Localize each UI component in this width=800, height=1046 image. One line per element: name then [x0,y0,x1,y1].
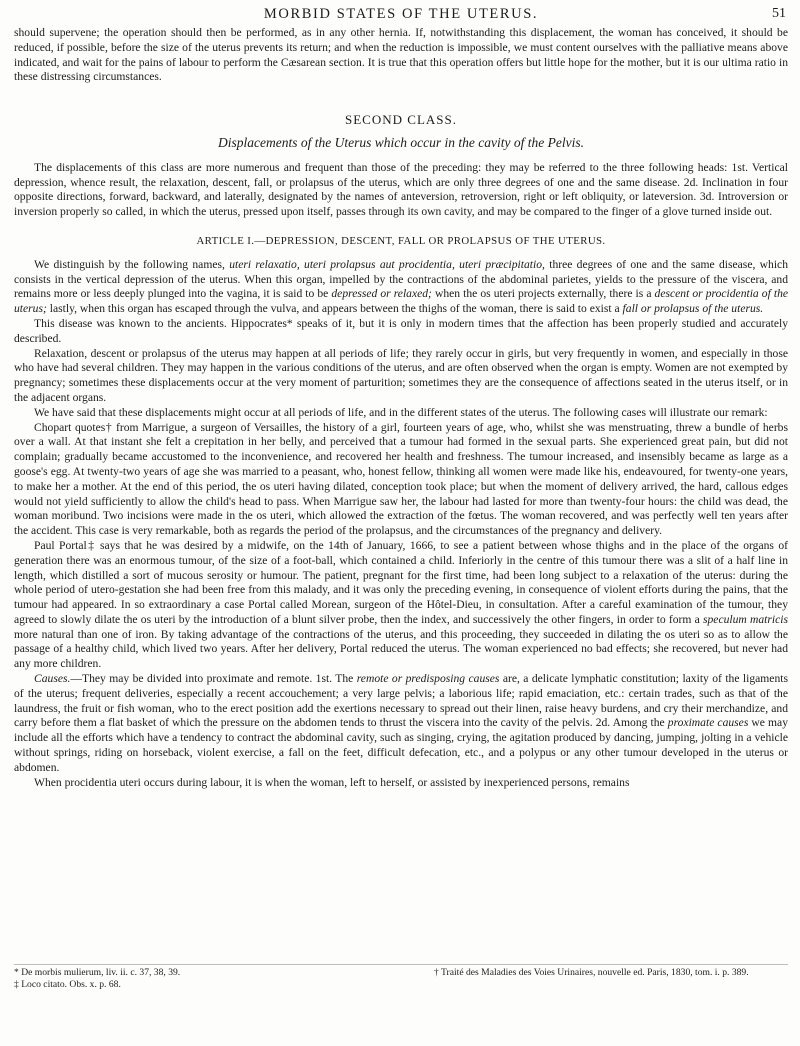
page-number: 51 [772,6,786,21]
footnote: ‡ Loco citato. Obs. x. p. 68. [14,979,121,990]
text-run: more natural than one of iron. By taking advantage of the contractions of the uterus, and this proceeding, they succeeded in dilating the os uteri so as to allow the passage of a healthy child, which lived two years. After her delivery, Portal reduced the uterus. The woman experienced no bad effects; she recovered, but never had any more children. [14,627,788,671]
running-header [14,6,788,28]
italic-term: uteri relaxatio, uteri prolapsus aut procidentia, uteri præcipitatio, [229,257,545,271]
page-body [14,26,788,790]
text-run: when the os uteri projects externally, there is a [431,287,655,301]
text-run: We distinguish by the following names, [34,257,230,271]
italic-heading: Causes. [34,672,71,686]
footnote-row [14,979,788,991]
paragraph: The displacements of this class are more numerous and frequent than those of the preceding: they may be referred to the three following heads: 1st. Vertical depression, whence result, the relaxation, descent, fall, or prolapsus of the uterus, which are only three degrees of one and the same disease. 2d. Inclination in four opposite directions, forward, backward, and laterally, designated by the names of anteversion, retroversion, right or left obliquity, or lateversion. 3d. Introversion or inversion properly so called, in which the uterus, pressed upon itself, passes through its own cavity, and may be compared to the finger of a glove turned inside out. [14,160,788,219]
paragraph: This disease was known to the ancients. Hippocrates* speaks of it, but it is only in modern times that the affection has been properly studied and accurately described. [14,316,788,345]
paragraph: We have said that these displacements might occur at all periods of life, and in the different states of the uterus. The following cases will illustrate our remark: [34,405,768,419]
paragraph: Relaxation, descent or prolapsus of the uterus may happen at all periods of life; they rarely occur in girls, but very frequently in women, and especially in those who have had several children. They may happen in the various conditions of the uterus, and are often observed when the organ is empty. Women are not exempted by pregnancy; sometimes these displacements occur at the very moment of parturition; sometimes they are the consequence of affections seated in the uterus itself, or in the adjacent organs. [14,346,788,404]
text-run: Paul Portal‡ says that he was desired by a midwife, on the 14th of January, 1666, to see a patient between whose thighs and in the place of the organs of generation there was an enormous tumour, of the size of a foot-ball, which contained a child. Inferiorly in the centre of this tumour there was a slit of a half line in length, which distilled a sort of mucous serosity or humour. The patient, pregnant for the first time, had been long subject to a relaxation of the uterus: during the whole period of utero-gestation she had been free from this malady, and it was only the preceding evening, in consequence of violent efforts during the pains, that the tumour had appeared. In so extraordinary a case Portal called Morean, surgeon of the Hôtel-Dieu, in consultation. After a careful examination of the tumour, they agreed to slowly dilate the os uteri by the introduction of a blunt silver probe, then the index, and successively the other fingers, in order to form a [14,538,788,626]
text-run: lastly, when this organ has escaped through the vulva, and appears between the thighs of the woman, there is said to exist a [46,302,623,316]
paragraph [14,672,788,776]
paragraph [14,258,788,317]
italic-term: fall or prolapsus of the uterus. [622,302,764,316]
text-run: are, a delicate lymphatic constitution; laxity of the ligaments of the uterus; frequent deliveries, especially a recent accouchement; a very large pelvis; a laborious life; rapid emaciation, etc.: certain trades, such as that of the laundress, the fruit or fish woman, who to the erect position add the exertions necessary to spread out their linen, raise heavy burdens, and cry their merchandize, and carry before them a flat basket of which the pressure on the abdomen tends to thrust the viscera into the cavity of the pelvis. 2d. Among the [14,672,788,730]
footnotes [14,964,788,991]
section-subtitle: Displacements of the Uterus which occur in the cavity of the Pelvis. [218,134,584,150]
paragraph: should supervene; the operation should then be performed, as in any other hernia. If, notwithstanding this displacement, the woman has conceived, it should be reduced, if possible, before the size of the uterus prevents its return; and when the reduction is impossible, we must content ourselves with the palliative means above indicated, and wait for the pains of labour to perform the Cæsarean section. It is true that this operation offers but little hope for the mother, but it is our ultima ratio in these distressing circumstances. [14,26,788,84]
paragraph: When procidentia uteri occurs during labour, it is when the woman, left to herself, or assisted by inexperienced persons, remains [34,775,630,789]
text-run: three degrees of one and the same disease, which consists in the vertical depression of the uterus. When this organ, impelled by the contractions of the abdominal parietes, yields to the pressure of the viscera, and remains more or less deeply plunged into the vagina, it is said to be [14,257,788,301]
paragraph [14,539,788,672]
italic-term: remote or predisposing causes [356,672,500,686]
running-title: MORBID STATES OF THE UTERUS. [263,6,539,22]
footnote: † Traité des Maladies des Voies Urinaires, nouvelle ed. Paris, 1830, tom. i. p. 389. [434,967,749,978]
italic-term: descent or procidentia of the uterus; [14,287,789,316]
italic-term: depressed or relaxed; [331,287,432,301]
italic-term: proximate causes [667,716,749,730]
footnote-row [14,967,788,979]
italic-term: speculum matricis [702,612,788,626]
text-run: we may include all the efforts which have a tendency to contract the abdominal cavity, such as singing, crying, the agitation produced by dancing, jumping, jolting in a vehicle without springs, riding on horseback, violent exercise, a fall on the feet, difficult defecation, etc., and a polypus or any other tumour developed in the uterus or abdomen. [14,716,788,774]
article-title: ARTICLE I.—DEPRESSION, DESCENT, FALL OR PROLAPSUS OF THE UTERUS. [196,234,606,247]
section-title: SECOND CLASS. [345,112,457,128]
text-run: —They may be divided into proximate and remote. 1st. The [70,672,357,686]
footnote: * De morbis mulierum, liv. ii. c. 37, 38, 39. [14,967,181,978]
paragraph: Chopart quotes† from Marrigue, a surgeon of Versailles, the history of a girl, fourteen years of age, who, whilst she was menstruating, threw a bundle of herbs over a wall. At that instant she felt a crepitation in her belly, and perceived that a tumour had formed in the sexual parts. She experienced great pain, but did not complain; gradually became accustomed to the inconvenience, and recovered her health and freshness. The tumour increased, and insensibly became as large as a goose's egg. At twenty-two years of age she was married to a peasant, who, honest fellow, thinking all women were made like his, endeavoured, for twenty-one years, to make her a mother. At the end of this period, the os uteri having dilated, conception took place; but when the moment of delivery arrived, the hard, callous edges would not yield sufficiently to allow the child's head to pass. When Marrigue saw her, the labour had lasted for more than twenty-four hours: the child was dead, the woman moribund. Two incisions were made in the os uteri, which allowed the extraction of the fœtus. The woman recovered, and was perfectly well ten years after the accident. This case is very remarkable, both as regards the period of the prolapsus, and the circumstances of the pregnancy and delivery. [14,420,788,538]
